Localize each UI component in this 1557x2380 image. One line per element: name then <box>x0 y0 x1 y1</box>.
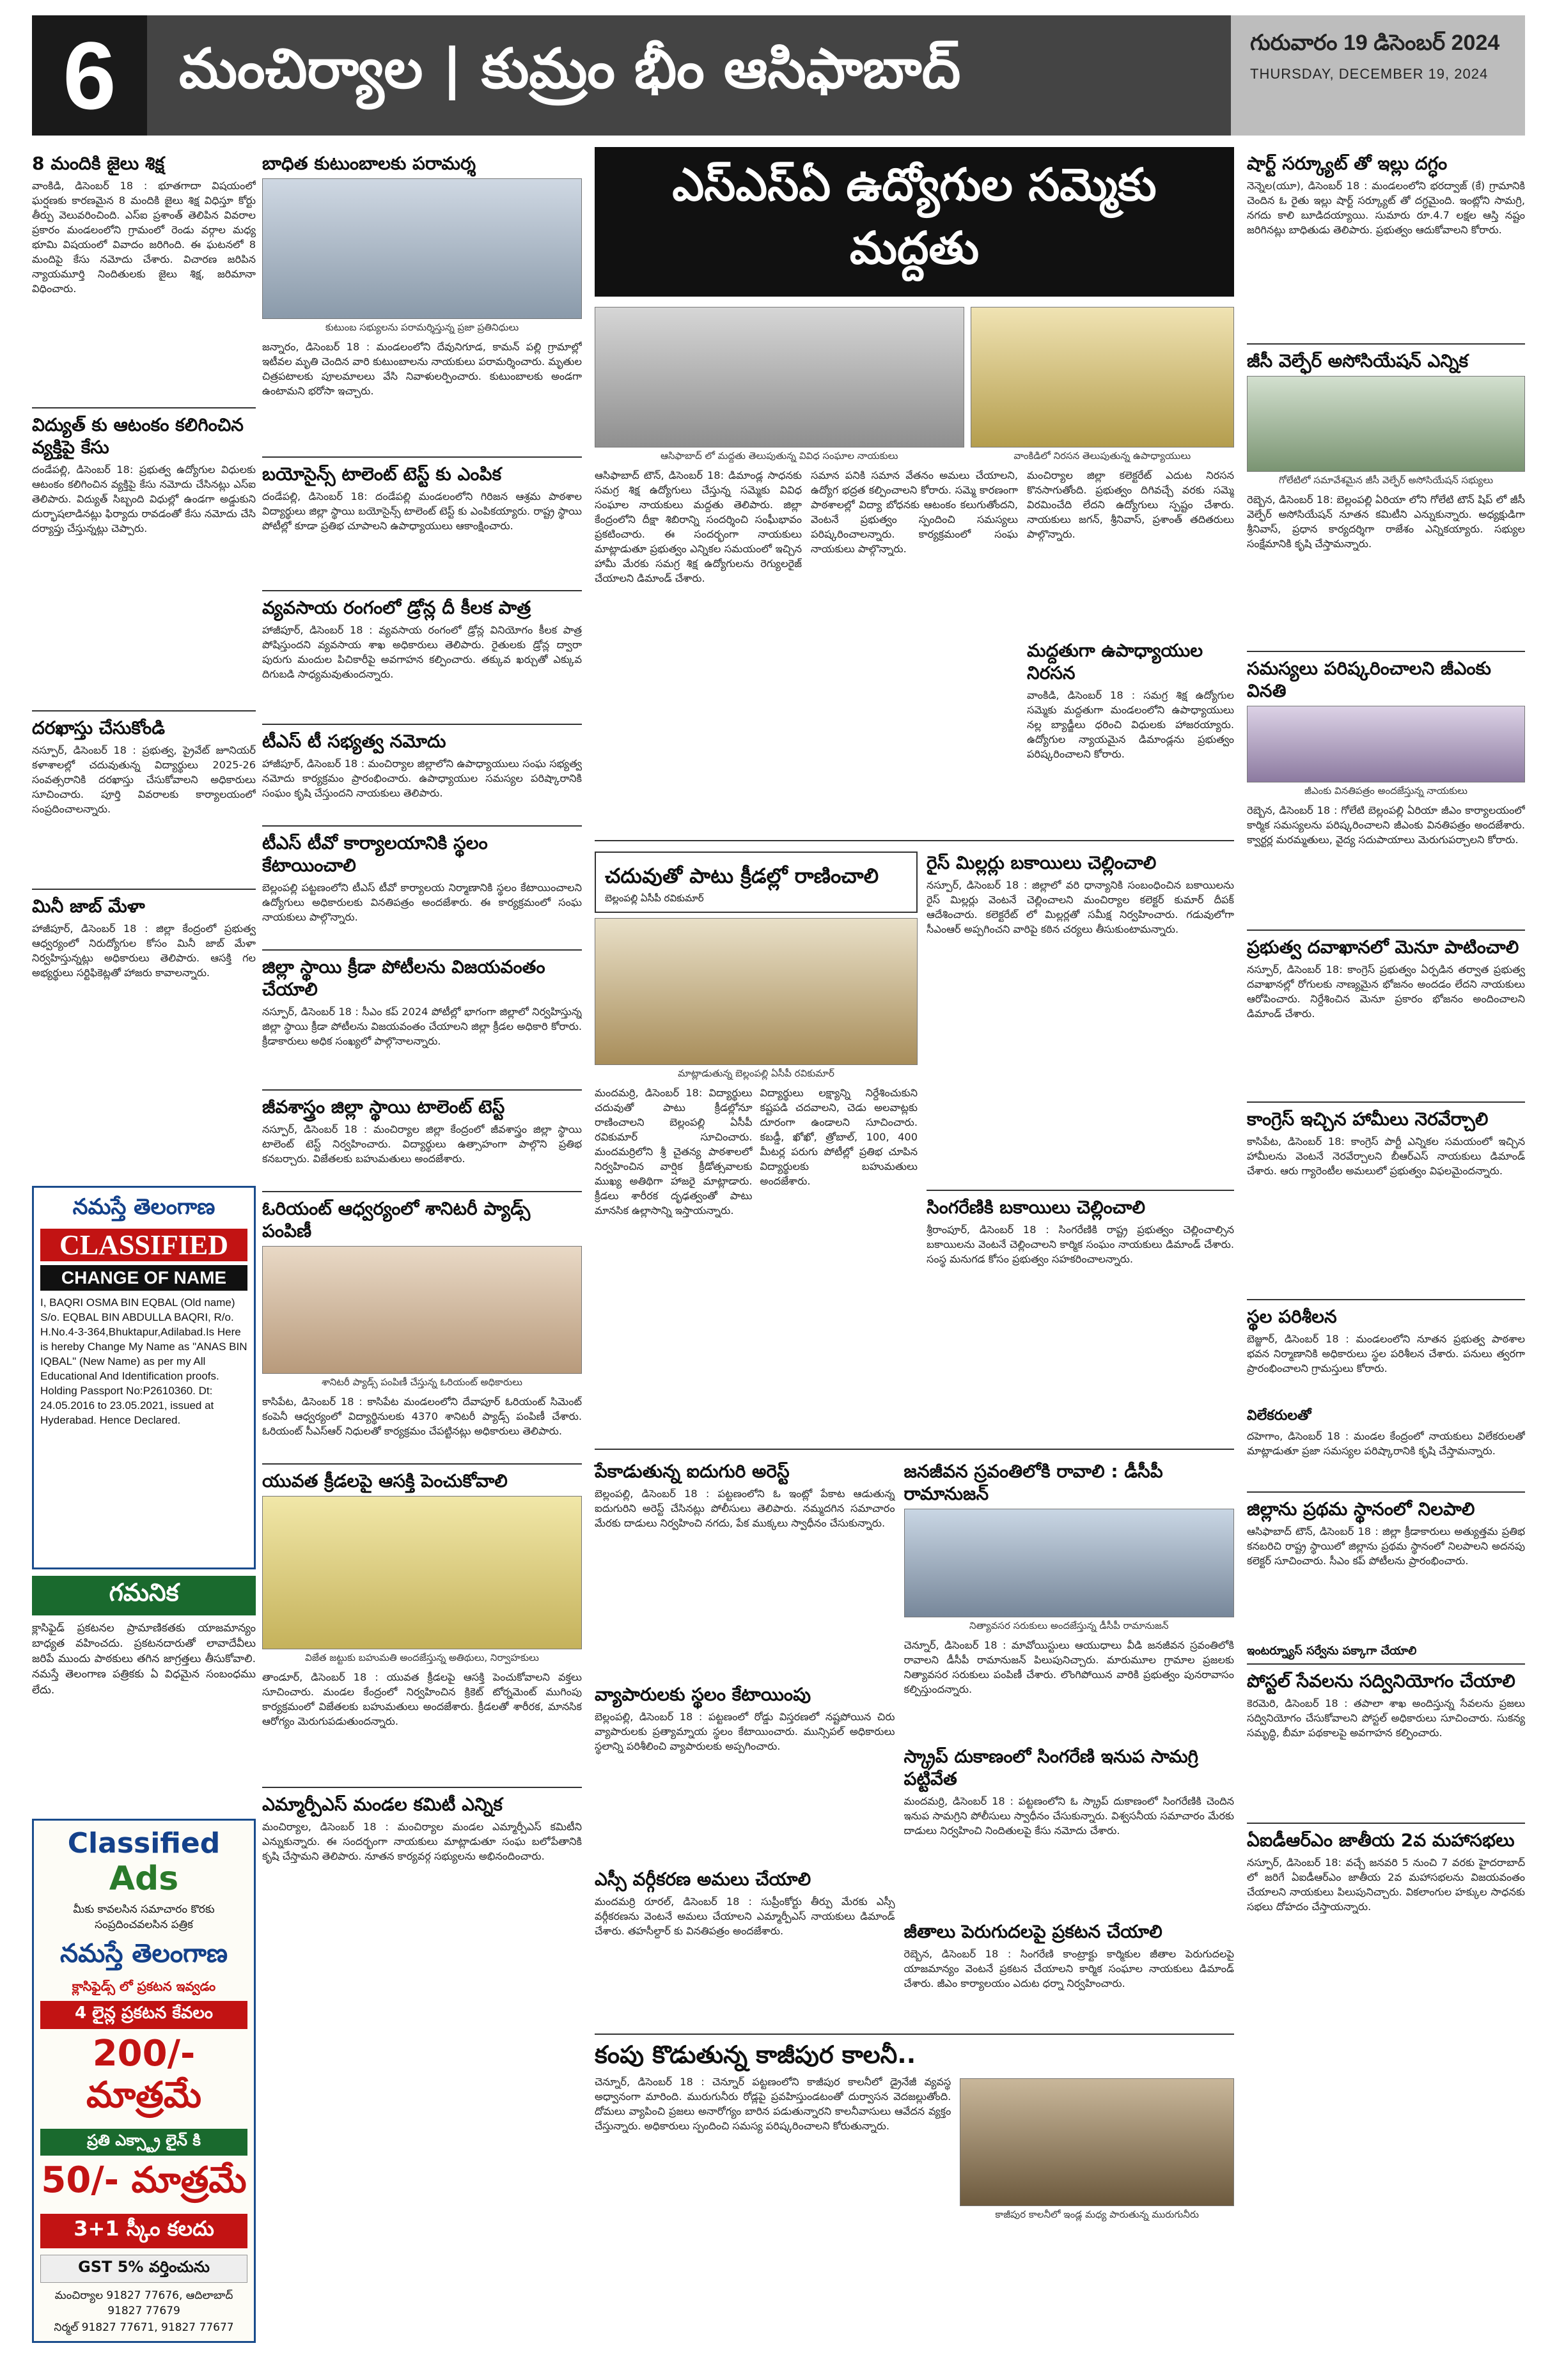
news-photo <box>595 918 918 1065</box>
divider <box>262 1463 582 1465</box>
article-body: బెల్లంపల్లి, డిసెంబర్ 18 : పట్టణంలోని ఓ ఇంట్లో పేకాట ఆడుతున్న ఐదుగురిని అరెస్ట్ చేసినట్లు పోలీసులు తెలిపారు. నమ్మదగిన సమాచారం మేరకు దాడులు నిర్వహించి నగదు, పేక ముక్కలు స్వాధీనం చేసుకున్నారు. <box>595 1488 895 1529</box>
contact-phones: మంచిర్యాల 91827 77676, ఆదిలాబాద్ 91827 77679 <box>54 2289 233 2317</box>
article-headline: వ్యవసాయ రంగంలో డ్రోన్ల దీ కీలక పాత్ర <box>262 597 531 618</box>
article-body: హాజీపూర్, డిసెంబర్ 18 : జిల్లా కేంద్రంలో ప్రభుత్వ ఆధ్వర్యంలో నిరుద్యోగుల కోసం మినీ జాబ్ మేళా నిర్వహిస్తున్నట్లు అధికారులు తెలిపారు. ఆసక్తి గల అభ్యర్థులు సర్టిఫికెట్లతో హాజరు కావాలన్నారు. <box>32 922 256 979</box>
divider <box>262 590 582 591</box>
lead-photos <box>595 303 1234 468</box>
article-headline: యువత క్రీడలపై ఆసక్తి పెంచుకోవాలి <box>262 1470 508 1491</box>
article-headline: ఎమ్మార్పీఎస్ మండల కమిటీ ఎన్నిక <box>262 1794 503 1815</box>
article-body: రెబ్బెన, డిసెంబర్ 18 : సింగరేణి కాంట్రాక్టు కార్మికుల జీతాల పెరుగుదలపై యాజమాన్యం వెంటనే ప్రకటన చేయాలని కార్మిక సంఘాల నాయకులు డిమాండ్ చేశారు. జీఎం కార్యాలయం ఎదుట ధర్నా నిర్వహించారు. <box>904 1948 1234 1989</box>
divider <box>927 1190 1234 1191</box>
classified-ads-promo <box>32 1819 256 2343</box>
news-photo <box>1247 706 1525 782</box>
divider <box>1247 1299 1525 1300</box>
news-photo <box>1247 376 1525 472</box>
article-body: నస్పూర్, డిసెంబర్ 18 : మంచిర్యాల జిల్లా కేంద్రంలో జీవశాస్త్రం జిల్లా స్థాయి టాలెంట్ టెస్ట్ నిర్వహించారు. విద్యార్థులు ఉత్సాహంగా పాల్గొని ప్రతిభ కనబర్చారు. విజేతలకు బహుమతులు అందజేశారు. <box>262 1123 582 1165</box>
column-1 <box>32 147 256 1176</box>
article-body: చెన్నూర్, డిసెంబర్ 18 : చెన్నూర్ పట్టణంలోని కాజీపుర కాలనీలో డ్రైనేజీ వ్యవస్థ అధ్వానంగా మారింది. మురుగునీరు రోడ్లపై ప్రవహిస్తుండటంతో దుర్వాసన వెదజల్లుతోంది. దోమలు వ్యాపించి ప్రజలు అనారోగ్యం బారిన పడుతున్నారని కాలనీవాసులు ఆవేదన వ్యక్తం చేస్తున్నారు. అధికారులు స్పందించి సమస్య పరిష్కరించాలని కోరుతున్నారు. <box>595 2075 951 2132</box>
article-headline: జనజీవన స్రవంతిలోకి రావాలి : డీసీపీ రామానుజన్ <box>904 1461 1163 1504</box>
article-body: వాంకిడి, డిసెంబర్ 18 : భూతగాదా విషయంలో ఘర్షణకు కారణమైన 8 మందికి జైలు శిక్ష విధిస్తూ కోర్టు తీర్పు వెలువరించింది. ఎస్ఐ ప్రశాంత్ తెలిపిన వివరాల ప్రకారం మండలంలోని గ్రామంలో రెండు వర్గాల మధ్య భూమి విషయంలో వివాదం జరిగింది. ఈ ఘటనలో 8 మందిపై కేసు నమోదు చేశారు. విచారణ జరిపిన న్యాయమూర్తి నిందితులకు జైలు శిక్ష, జరిమానా విధించారు. <box>32 180 256 295</box>
news-photo <box>262 178 582 319</box>
article-headline: బయోసైన్స్ టాలెంట్ టెస్ట్ కు ఎంపిక <box>262 463 502 485</box>
gamanika-title: గమనిక <box>32 1576 256 1615</box>
article-body: దండేపల్లి, డిసెంబర్ 18: ప్రభుత్వ ఉద్యోగుల విధులకు ఆటంకం కలిగించిన వ్యక్తిపై కేసు నమోదు చేసినట్లు ఎస్ఐ తెలిపారు. విద్యుత్ సిబ్బంది విధుల్లో ఉండగా అడ్డుకుని దుర్భాషలాడినట్లు ఫిర్యాదు రావడంతో కేసు నమోదు చేసి దర్యాప్తు చేస్తున్నట్లు చెప్పారు. <box>32 463 256 534</box>
article-body: బెల్లంపల్లి, డిసెంబర్ 18 : పట్టణంలో రోడ్డు విస్తరణలో నష్టపోయిన చిరు వ్యాపారులకు ప్రత్యామ్నాయ స్థలం కేటాయించారు. మున్సిపల్ అధికారులు స్థలాన్ని పరిశీలించి వ్యాపారులకు అప్పగించారు. <box>595 1711 895 1752</box>
article-body: రెబ్బెన, డిసెంబర్ 18 : గోలేటి బెల్లంపల్లి ఏరియా జీఎం కార్యాలయంలో కార్మిక సమస్యలను పరిష్కరించాలని జీఎంకు వినతిపత్రం అందజేశారు. క్వార్టర్ల మరమ్మతులు, వైద్య సదుపాయాలు మెరుగుపర్చాలని కోరారు. <box>1247 804 1525 846</box>
article-headline: వ్యాపారులకు స్థలం కేటాయింపు <box>595 1684 811 1705</box>
offer-price: 50/- మాత్రమే <box>41 2159 247 2201</box>
article-body: శ్రీరాంపూర్, డిసెంబర్ 18 : సింగరేణికి రాష్ట్ర ప్రభుత్వం చెల్లించాల్సిన బకాయిలను వెంటనే చెల్లించాలని కార్మిక సంఘం నాయకులు డిమాండ్ చేశారు. సంస్థ మనుగడ కోసం ప్రభుత్వం సహకరించాలన్నారు. <box>927 1224 1234 1265</box>
article-headline: జిల్లాను ప్రథమ స్థానంలో నిలపాలి <box>1247 1498 1475 1520</box>
promo-line: మీకు కావలసిన సమాచారం కొరకు సంప్రదించవలసిన పత్రిక <box>73 1903 215 1931</box>
divider <box>32 407 256 408</box>
lower-row <box>595 1455 1234 2028</box>
article-headline: సింగరేణికి బకాయిలు చెల్లించాలి <box>927 1197 1146 1218</box>
article-body: సమాన పనికి సమాన వేతనం అమలు చేయాలని, ఉద్యోగ భద్రత కల్పించాలని కోరారు. సమ్మె కారణంగా పాఠశాలల్లో విద్యా బోధనకు ఆటంకం కలుగుతోందని, వెంటనే ప్రభుత్వం స్పందించి సమస్యలు పరిష్కరించాలన్నారు. కార్యక్రమంలో సంఘ నాయకులు పాల్గొన్నారు. <box>811 469 1018 555</box>
change-of-name-heading: CHANGE OF NAME <box>40 1265 247 1291</box>
news-photo <box>960 2078 1234 2206</box>
article-body: దహెగాం, డిసెంబర్ 18 : మండల కేంద్రంలో నాయకులు విలేకరులతో మాట్లాడుతూ ప్రజా సమస్యల పరిష్కారానికి కృషి చేస్తామన్నారు. <box>1247 1429 1525 1457</box>
photo-caption: కుటుంబ సభ్యులను పరామర్శిస్తున్న ప్రజా ప్రతినిధులు <box>325 322 519 333</box>
article-body: దండేపల్లి, డిసెంబర్ 18: దండేపల్లి మండలంలోని గిరిజన ఆశ్రమ పాఠశాల విద్యార్థులు జిల్లా స్థాయి బయోసైన్స్ టాలెంట్ టెస్ట్ కు ఎంపికయ్యారు. రాష్ట్ర స్థాయి పోటీల్లో కూడా ప్రతిభ చూపాలని ఉపాధ్యాయులు ఆకాంక్షించారు. <box>262 490 582 532</box>
article-headline: సమస్యలు పరిష్కరించాలని జీఎంకు వినతి <box>1247 658 1491 701</box>
photo-caption: విజేత జట్టుకు బహుమతి అందజేస్తున్న అతిథులు, నిర్వాహకులు <box>305 1652 539 1663</box>
article-headline: బాధిత కుటుంబాలకు పరామర్శ <box>262 153 476 174</box>
lead-story-columns <box>595 468 1234 835</box>
article-headline: రైస్ మిల్లర్లు బకాయిలు చెల్లించాలి <box>927 852 1157 873</box>
divider <box>1247 651 1525 652</box>
photo-caption: వాంకిడిలో నిరసన తెలుపుతున్న ఉపాధ్యాయులు <box>1013 450 1191 462</box>
photo-caption: ఆసిఫాబాద్ లో మద్దతు తెలుపుతున్న వివిధ సంఘాల నాయకులు <box>661 450 898 462</box>
article-body: హాజీపూర్, డిసెంబర్ 18 : మంచిర్యాల జిల్లాలోని ఉపాధ్యాయులు సంఘ సభ్యత్వ నమోదు కార్యక్రమం ప్రారంభించారు. ఉపాధ్యాయుల సమస్యల పరిష్కారానికి సంఘం కృషి చేస్తుందని నాయకులు తెలిపారు. <box>262 758 582 799</box>
news-photo <box>262 1246 582 1374</box>
article-body: మంచిర్యాల జిల్లా కలెక్టరేట్ ఎదుట నిరసన కొనసాగుతోంది. ప్రభుత్వం దిగివచ్చే వరకు సమ్మె విరమించేది లేదని ఉద్యోగులు స్పష్టం చేశారు. నాయకులు జగన్, శ్రీనివాస్, ప్రశాంత్ తదితరులు పాల్గొన్నారు. <box>1027 469 1234 540</box>
article-body: మంచిర్యాల, డిసెంబర్ 18 : మంచిర్యాల మండల ఎమ్మార్పీఎస్ కమిటీని ఎన్నుకున్నారు. ఈ సందర్భంగా నాయకులు మాట్లాడుతూ సంఘ బలోపేతానికి కృషి చేస్తామని తెలిపారు. నూతన కార్యవర్గ సభ్యులను అభినందించారు. <box>262 1821 582 1862</box>
column-3 <box>595 147 1234 2361</box>
photo-caption: మాట్లాడుతున్న బెల్లంపల్లి ఏసీపీ రవికుమార్ <box>678 1068 834 1079</box>
article-body: నస్పూర్, డిసెంబర్ 18 : ప్రభుత్వ, ప్రైవేట్ జూనియర్ కళాశాలల్లో చదువుతున్న విద్యార్థులు 2025-26 సంవత్సరానికి దరఖాస్తు చేసుకోవాలని అధికారులు సూచించారు. పూర్తి వివరాలకు కార్యాలయంలో సంప్రదించాలన్నారు. <box>32 744 256 815</box>
article-body: కాసిపేట, డిసెంబర్ 18: కాంగ్రెస్ పార్టీ ఎన్నికల సమయంలో ఇచ్చిన హామీలను వెంటనే నెరవేర్చాలని బీఆర్ఎస్ నాయకులు డిమాండ్ చేశారు. ఆరు గ్యారెంటీల అమలులో ప్రభుత్వం విఫలమైందన్నారు. <box>1247 1135 1525 1177</box>
divider <box>262 1787 582 1788</box>
divider <box>262 724 582 725</box>
gst-note: GST 5% వర్తించును <box>40 2255 247 2283</box>
offer-price: 200/- మాత్రమే <box>86 2033 202 2116</box>
article-subheadline: ఇంటర్న్యూస్ సర్వేను పక్కాగా చేయాలి <box>1247 1644 1417 1658</box>
article-headline: జీవశాస్త్రం జిల్లా స్థాయి టాలెంట్ టెస్ట్ <box>262 1096 505 1117</box>
article-body: కెరమెరి, డిసెంబర్ 18 : తపాలా శాఖ అందిస్తున్న సేవలను ప్రజలు సద్వినియోగం చేసుకోవాలని పోస్టల్ అధికారులు సూచించారు. సుకన్య సమృద్ధి, బీమా పథకాలపై అవగాహన కల్పించారు. <box>1247 1697 1525 1739</box>
article-body: తాండూర్, డిసెంబర్ 18 : యువత క్రీడలపై ఆసక్తి పెంచుకోవాలని వక్తలు సూచించారు. మండల కేంద్రంలో నిర్వహించిన క్రికెట్ టోర్నమెంట్ ముగింపు కార్యక్రమంలో విజేతలకు బహుమతులు అందజేశారు. క్రీడలతో శారీరక, మానసిక ఆరోగ్యం మెరుగుపడుతుందన్నారు. <box>262 1671 582 1727</box>
divider <box>1247 1491 1525 1493</box>
article-body: ఆసిఫాబాద్ టౌన్, డిసెంబర్ 18: డిమాండ్ల సాధనకు సమగ్ర శిక్ష ఉద్యోగులు చేస్తున్న సమ్మెకు వివిధ సంఘాల నాయకులు మద్దతు తెలిపారు. జిల్లా కేంద్రంలోని దీక్షా శిబిరాన్ని సందర్శించి సంఘీభావం ప్రకటించారు. ఈ సందర్భంగా నాయకులు మాట్లాడుతూ ప్రభుత్వం ఎన్నికల సమయంలో ఇచ్చిన హామీ మేరకు సమగ్ర శిక్ష ఉద్యోగులను రెగ్యులరైజ్ చేయాలని డిమాండ్ చేశారు. <box>595 469 802 584</box>
middle-row <box>595 846 1234 1443</box>
article-headline: మద్దతుగా ఉపాధ్యాయుల నిరసన <box>1027 640 1203 683</box>
photo-caption: శానిటరీ ప్యాడ్స్ పంపిణీ చేస్తున్న ఓరియంట్ అధికారులు <box>322 1376 522 1388</box>
divider <box>262 825 582 827</box>
article-body: మందమర్రి, డిసెంబర్ 18 : పట్టణంలోని ఓ స్క్రాప్ దుకాణంలో సింగరేణికి చెందిన ఇనుప సామగ్రిని పోలీసులు స్వాధీనం చేసుకున్నారు. విశ్వసనీయ సమాచారం మేరకు దాడులు నిర్వహించి నిందితులపై కేసు నమోదు చేశారు. <box>904 1795 1234 1837</box>
article-headline: టీఎస్ టీ సభ్యత్వ నమోదు <box>262 731 446 752</box>
article-body: జన్నారం, డిసెంబర్ 18 : మండలంలోని దేవునిగూడ, కామన్ పల్లి గ్రామాల్లో ఇటీవల మృతి చెందిన వారి కుటుంబాలను నాయకులు పరామర్శించారు. మృతుల చిత్రపటాలకు పూలమాలలు వేసి నివాళులర్పించారు. కుటుంబాలకు అండగా ఉంటామని భరోసా ఇచ్చారు. <box>262 341 582 397</box>
classified-banner: CLASSIFIED <box>40 1229 247 1261</box>
article-body: నస్పూర్, డిసెంబర్ 18 : సీఎం కప్ 2024 పోటీల్లో భాగంగా జిల్లాలో నిర్వహిస్తున్న జిల్లా స్థాయి క్రీడా పోటీలను విజయవంతం చేయాలని జిల్లా క్రీడల అధికారి కోరారు. క్రీడాకారులు అధిక సంఖ్యలో పాల్గొనాలన్నారు. <box>262 1006 582 1047</box>
article-headline: కంపు కొడుతున్న కాజీపుర కాలనీ.. <box>595 2041 916 2069</box>
article-body: విద్యార్థులు లక్ష్యాన్ని నిర్దేశించుకుని కష్టపడి చదవాలని, చెడు అలవాట్లకు దూరంగా ఉండాలని సూచించారు. కబడ్డీ, ఖోఖో, త్రోబాల్, 100, 400 మీటర్ల పరుగు పోటీల్లో ప్రతిభ చూపిన విద్యార్థులకు బహుమతులు అందజేశారు. <box>760 1087 918 1187</box>
column-4 <box>1247 147 1525 2361</box>
divider <box>1247 929 1525 931</box>
offer-text: ప్రతి ఎక్స్ట్రా లైన్ కి <box>40 2129 247 2156</box>
divider <box>1247 1823 1525 1824</box>
divider <box>262 949 582 951</box>
offer-scheme: 3+1 స్కీం కలదు <box>40 2214 247 2248</box>
date-telugu: గురువారం 19 డిసెంబర్ 2024 <box>1250 31 1500 55</box>
article-headline: స్థల పరిశీలన <box>1247 1306 1337 1327</box>
article-body: బెల్లంపల్లి పట్టణంలోని టీఎస్ టీవో కార్యాలయ నిర్మాణానికి స్థలం కేటాయించాలని ఉద్యోగులు అధికారులకు వినతిపత్రం అందజేశారు. ఈ కార్యక్రమంలో సంఘ నాయకులు పాల్గొన్నారు. <box>262 882 582 923</box>
article-body: రెబ్బెన, డిసెంబర్ 18: బెల్లంపల్లి ఏరియా లోని గోలేటి టౌన్ షిప్ లో జీసీ వెల్ఫేర్ అసోసియేషన్ నూతన కమిటీని ఎన్నుకున్నారు. అధ్యక్షుడిగా శ్రీనివాస్, ప్రధాన కార్యదర్శిగా రాజేశం ఎన్నికయ్యారు. సభ్యుల సంక్షేమానికి కృషి చేస్తామన్నారు. <box>1247 494 1525 550</box>
divider <box>32 889 256 890</box>
divider <box>595 840 1234 841</box>
change-of-name-body: I, BAQRI OSMA BIN EQBAL (Old name) S/o. EQBAL BIN ABDULLA BAQRI, R/o. H.No.4-3-364,Bhuktapur,Adilabad.Is Here is hereby Change My Name as "ANAS BIN IQBAL" (New Name) as per my All Educational And Identification proofs. Holding Passport No:P2610360. Dt: 24.05.2016 to 23.05.2021, issued at Hyderabad. Hence Declared. <box>40 1296 247 1426</box>
article-headline: ఏఐడీఆర్ఎం జాతీయ 2వ మహాసభలు <box>1247 1830 1515 1851</box>
offer-text: 4 లైన్ల ప్రకటన కేవలం <box>40 2001 247 2029</box>
article-headline: జిల్లా స్థాయి క్రీడా పోటీలను విజయవంతం చేయాలి <box>262 956 545 1000</box>
news-photo <box>904 1509 1234 1617</box>
article-headline: చదువుతో పాటు క్రీడల్లో రాణించాలి <box>605 864 879 888</box>
article-headline: షార్ట్ సర్క్యూట్ తో ఇల్లు దగ్ధం <box>1247 153 1448 174</box>
promo-line: క్లాసిఫైడ్స్ లో ప్రకటన ఇవ్వడం <box>72 1979 216 1994</box>
article-body: నస్పూర్, డిసెంబర్ 18: కాంగ్రెస్ ప్రభుత్వం ఏర్పడిన తర్వాత ప్రభుత్వ దవాఖానల్లో రోగులకు నాణ్యమైన భోజనం అందడం లేదని నాయకులు ఆరోపించారు. నిర్దేశించిన మెనూ ప్రకారం భోజనం అందించాలని డిమాండ్ చేశారు. <box>1247 963 1525 1020</box>
article-headline: దరఖాస్తు చేసుకోండి <box>32 717 165 738</box>
masthead <box>32 15 1525 136</box>
page-number: 6 <box>32 15 147 136</box>
promo-brand: నమస్తే తెలంగాణ <box>59 1939 228 1968</box>
article-body: కాసిపేట, డిసెంబర్ 18 : కాసిపేట మండలంలోని దేవాపూర్ ఓరియంట్ సిమెంట్ కంపెనీ ఆధ్వర్యంలో విద్యార్థినులకు 4370 శానిటరీ ప్యాడ్స్ పంపిణీ చేశారు. ఓరియంట్ సీఎస్ఆర్ నిధులతో కార్యక్రమం చేపట్టినట్లు అధికారులు తెలిపారు. <box>262 1396 582 1437</box>
article-body: నస్పూర్, డిసెంబర్ 18 : జిల్లాలో వరి ధాన్యానికి సంబంధించిన బకాయిలను రైస్ మిల్లర్లు వెంటనే చెల్లించాలని మంచిర్యాల కలెక్టర్ కుమార్ దీపక్ ఆదేశించారు. కలెక్టరేట్ లో మిల్లర్లతో సమీక్ష నిర్వహించారు. గడువులోగా సీఎంఆర్ అప్పగించని వారిపై కఠిన చర్యలు తీసుకుంటామన్నారు. <box>927 879 1234 935</box>
date-english: THURSDAY, DECEMBER 19, 2024 <box>1250 66 1489 82</box>
divider <box>1247 1101 1525 1103</box>
photo-caption: నిత్యావసర సరుకులు అందజేస్తున్న డీసీపీ రామానుజన్ <box>969 1620 1169 1631</box>
photo-caption: జీఎంకు వినతిపత్రం అందజేస్తున్న నాయకులు <box>1304 785 1467 797</box>
article-body: బెజ్జూర్, డిసెంబర్ 18 : మండలంలోని నూతన ప్రభుత్వ పాఠశాల భవన నిర్మాణానికి అధికారులు స్థల పరిశీలన చేశారు. పనులు త్వరగా ప్రారంభించాలని గ్రామస్తులు కోరారు. <box>1247 1333 1525 1374</box>
section-title: మంచిర్యాల | కుమ్రం భీం ఆసిఫాబాద్ <box>147 15 1231 136</box>
article-body: చెన్నూర్, డిసెంబర్ 18 : మావోయిస్టులు ఆయుధాలు వీడి జనజీవన స్రవంతిలోకి రావాలని డీసీపీ రామానుజన్ పిలుపునిచ్చారు. మారుమూల గ్రామాల ప్రజలకు నిత్యావసర సరుకులు పంపిణీ చేశారు. లొంగిపోయిన వారికి ప్రభుత్వం పునరావాసం కల్పిస్తుందన్నారు. <box>904 1639 1234 1695</box>
classified-logo-top: Classified <box>67 1827 221 1860</box>
divider <box>32 710 256 712</box>
article-body: వాంకిడి, డిసెంబర్ 18 : సమగ్ర శిక్ష ఉద్యోగుల సమ్మెకు మద్దతుగా మండలంలోని ఉపాధ్యాయులు నల్ల బ్యాడ్జీలు ధరించి విధులకు హాజరయ్యారు. ఉద్యోగుల న్యాయమైన డిమాండ్లను ప్రభుత్వం పరిష్కరించాలని కోరారు. <box>1027 689 1234 760</box>
lead-headline: ఎస్ఎస్ఏ ఉద్యోగుల సమ్మెకు మద్దతు <box>595 147 1234 297</box>
photo-caption: కాజీపుర కాలనీలో ఇండ్ల మధ్య పారుతున్న మురుగునీరు <box>995 2208 1199 2220</box>
classified-logo-bottom: Ads <box>109 1860 179 1898</box>
gamanika-body: క్లాసిఫైడ్ ప్రకటనల ప్రామాణికతకు యాజమాన్యం బాధ్యత వహించదు. ప్రకటనదారుతో లావాదేవీలు జరిపే ముందు పాఠకులు తగిన జాగ్రత్తలు తీసుకోవాలి. నమస్తే తెలంగాణ పత్రికకు ఏ విధమైన సంబంధము లేదు. <box>32 1622 256 1697</box>
divider <box>595 1449 1234 1450</box>
article-headline: పేకాడుతున్న ఐదుగురి అరెస్ట్ <box>595 1461 790 1482</box>
article-headline: ఓరియంట్ ఆధ్వర్యంలో శానిటరీ ప్యాడ్స్ పంపిణీ <box>262 1198 531 1241</box>
article-headline: విలేకరులతో <box>1247 1408 1311 1424</box>
column-2 <box>262 147 582 2361</box>
article-body: ఆసిఫాబాద్ టౌన్, డిసెంబర్ 18 : జిల్లా క్రీడాకారులు అత్యుత్తమ ప్రతిభ కనబరిచి రాష్ట్ర స్థాయిలో జిల్లాను ప్రథమ స్థానంలో నిలపాలని అదనపు కలెక్టర్ సూచించారు. సీఎం కప్ పోటీలను ప్రారంభించారు. <box>1247 1525 1525 1567</box>
article-headline: ప్రభుత్వ దవాఖానలో మెనూ పాటించాలి <box>1247 937 1519 958</box>
article-body: నస్పూర్, డిసెంబర్ 18: వచ్చే జనవరి 5 నుంచి 7 వరకు హైదరాబాద్ లో జరిగే ఏఐడీఆర్ఎం జాతీయ 2వ మహాసభలను విజయవంతం చేయాలని నాయకులు పిలుపునిచ్చారు. వికలాంగుల హక్కుల సాధనకు సభలు దోహదం చేస్తాయన్నారు. <box>1247 1856 1525 1913</box>
article-subheadline: బెల్లంపల్లి ఏసీపీ రవికుమార్ <box>605 892 704 904</box>
classified-brand: నమస్తే తెలంగాణ <box>72 1194 215 1220</box>
article-body: మందమర్రి రూరల్, డిసెంబర్ 18 : సుప్రీంకోర్టు తీర్పు మేరకు ఎస్సీ వర్గీకరణను వెంటనే అమలు చేయాలని ఎమ్మార్పీఎస్ నాయకులు డిమాండ్ చేశారు. తహసీల్దార్ కు వినతిపత్రం అందజేశారు. <box>595 1895 895 1937</box>
gamanika-notice <box>32 1576 256 1812</box>
divider <box>1247 1663 1525 1665</box>
article-headline: స్క్రాప్ దుకాణంలో సింగరేణి ఇనుప సామగ్రి పట్టివేత <box>904 1746 1198 1789</box>
divider <box>262 1089 582 1091</box>
divider <box>1247 343 1525 345</box>
article-headline: జీతాలు పెరుగుదలపై ప్రకటన చేయాలి <box>904 1921 1162 1942</box>
news-photo <box>971 307 1235 447</box>
date-block <box>1231 15 1525 136</box>
article-headline: కాంగ్రెస్ ఇచ్చిన హామీలు నెరవేర్చాలి <box>1247 1108 1489 1130</box>
article-headline: మినీ జాబ్ మేళా <box>32 896 145 917</box>
divider <box>262 456 582 458</box>
article-headline: విద్యుత్ కు ఆటంకం కలిగించిన వ్యక్తిపై కేసు <box>32 414 244 458</box>
bottom-row <box>595 2074 1234 2228</box>
boxed-headline-frame <box>595 852 918 913</box>
classified-ad <box>32 1186 256 1569</box>
article-headline: 8 మందికి జైలు శిక్ష <box>32 153 164 174</box>
divider <box>595 2034 1234 2035</box>
article-body: నెన్నెల(యూ), డిసెంబర్ 18 : మండలంలోని భరద్వాజ్ (కే) గ్రామానికి చెందిన ఓ రైతు ఇల్లు షార్ట్ సర్క్యూట్ తో దగ్ధమైంది. ఇంట్లోని సామగ్రి, నగదు కాలి బూడిదయ్యాయి. సుమారు రూ.4.7 లక్షల ఆస్తి నష్టం జరిగినట్లు బాధితుడు తెలిపారు. ప్రభుత్వం ఆదుకోవాలని కోరారు. <box>1247 180 1525 236</box>
article-headline: పోస్టల్ సేవలను సద్వినియోగం చేయాలి <box>1247 1670 1515 1692</box>
article-headline: ఎస్సీ వర్గీకరణ అమలు చేయాలి <box>595 1869 811 1890</box>
article-body: మందమర్రి, డిసెంబర్ 18: విద్యార్థులు చదువుతో పాటు క్రీడల్లోనూ రాణించాలని బెల్లంపల్లి ఏసీపీ రవికుమార్ సూచించారు. మందమర్రిలోని శ్రీ చైతన్య పాఠశాలలో నిర్వహించిన వార్షిక క్రీడోత్సవాలకు ముఖ్య అతిథిగా హాజరై మాట్లాడారు. క్రీడలు శారీరక దృఢత్వంతో పాటు మానసిక ఉల్లాసాన్ని ఇస్తాయన్నారు. <box>595 1087 753 1217</box>
article-body: హాజీపూర్, డిసెంబర్ 18 : వ్యవసాయ రంగంలో డ్రోన్ల వినియోగం కీలక పాత్ర పోషిస్తుందని వ్యవసాయ శాఖ అధికారులు తెలిపారు. రైతులకు డ్రోన్ల ద్వారా పురుగు మందుల పిచికారీపై అవగాహన కల్పించారు. తక్కువ ఖర్చుతో ఎక్కువ దిగుబడి సాధ్యమవుతుందన్నారు. <box>262 624 582 680</box>
photo-caption: గోలేటిలో సమావేశమైన జీసీ వెల్ఫేర్ అసోసియేషన్ సభ్యులు <box>1278 474 1494 486</box>
news-photo <box>262 1496 582 1649</box>
article-headline: టీఎస్ టీవో కార్యాలయానికి స్థలం కేటాయించాలి <box>262 832 488 876</box>
news-photo <box>595 307 964 447</box>
article-headline: జీసీ వెల్ఫేర్ అసోసియేషన్ ఎన్నిక <box>1247 350 1469 371</box>
contact-phones: నిర్మల్ 91827 77671, 91827 77677 <box>54 2321 234 2334</box>
divider <box>262 1191 582 1192</box>
